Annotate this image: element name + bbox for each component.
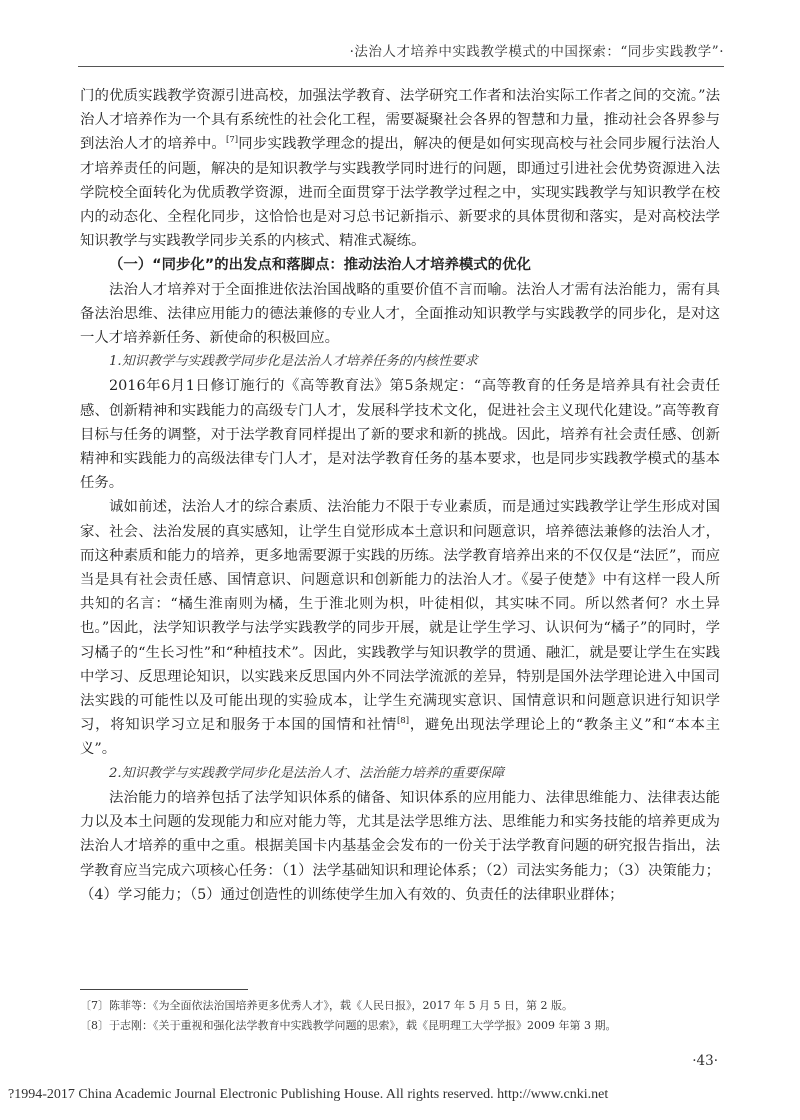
running-title: ·法治人才培养中实践教学模式的中国探索：“同步实践教学”· (349, 44, 724, 60)
footnote-ref-7: [7] (226, 135, 239, 146)
body-text (80, 84, 720, 907)
footnote-7: 〔7〕陈菲等：《为全面依法治国培养更多优秀人才》，载《人民日报》，2017 年 5 月 5 日，第 2 版。 (80, 999, 573, 1012)
copyright-line: ?1994-2017 China Academic Journal Electronic Publishing House. All rights reserved. http://www.cnki.net (8, 1087, 609, 1102)
paragraph-4-rest: ，避免出现法学理论上的“教条主义”和“本本主义”。 (80, 717, 720, 758)
paragraph-5: 法治能力的培养包括了法学知识体系的储备、知识体系的应用能力、法律思维能力、法律表达能力以及本土问题的发现能力和应对能力等，尤其是法学思维方法、思维能力和实务技能的培养更成为法治人才培养的重中之重。根据美国卡内基基金会发布的一份关于法学教育问题的研究报告指出，法学教育应当完成六项核心任务：（1）法学基础知识和理论体系；（2）司法实务能力；（3）决策能力；（4）学习能力；（5）通过创造性的训练使学生加入有效的、负责任的法律职业群体； (80, 789, 720, 903)
paragraph-1-text: 门的优质实践教学资源引进高校，加强法学教育、法学研究工作者和法治实际工作者之间的交流。”法治人才培养作为一个具有系统性的社会化工程，需要凝聚社会各界的智慧和力量，推动社会各界参与到法治人才的培养中。 (80, 88, 720, 153)
paragraph-3: 2016年6月1日修订施行的《高等教育法》第5条规定：“高等教育的任务是培养具有社会责任感、创新精神和实践能力的高级专门人才，发展科学技术文化，促进社会主义现代化建设。”高等教育目标与任务的调整，对于法学教育同样提出了新的要求和新的挑战。因此，培养有社会责任感、创新精神和实践能力的高级法律专门人才，是对法学教育任务的基本要求，也是同步实践教学模式的基本任务。 (80, 378, 720, 492)
subheading-1: 1.知识教学与实践教学同步化是法治人才培养任务的内核性要求 (109, 354, 478, 370)
paragraph-1-rest: 同步实践教学理念的提出，解决的便是如何实现高校与社会同步履行法治人才培养责任的问题，解决的是知识教学与实践教学同时进行的问题，即通过引进社会优势资源进入法学院校全面转化为优质教学资源，进而全面贯穿于法学教学过程之中，实现实践教学与知识教学在校内的动态化、全程化同步，这恰恰也是对习总书记新指示、新要求的具体贯彻和落实，是对高校法学知识教学与实践教学同步关系的内核式、精准式凝练。 (80, 136, 720, 250)
header-rule (78, 66, 724, 67)
subheading-2: 2.知识教学与实践教学同步化是法治人才、法治能力培养的重要保障 (109, 765, 505, 781)
footnotes (80, 996, 730, 1036)
paragraph-4 (80, 495, 720, 761)
paragraph-1 (80, 84, 720, 253)
footnote-ref-8: [8] (396, 716, 410, 727)
paragraph-2: 法治人才培养对于全面推进依法治国战略的重要价值不言而喻。法治人才需有法治能力，需有具备法治思维、法律应用能力的德法兼修的专业人才，全面推动知识教学与实践教学的同步化，是对这一人才培养新任务、新使命的积极回应。 (80, 281, 720, 347)
footnote-8: 〔8〕于志刚：《关于重视和强化法学教育中实践教学问题的思索》，载《昆明理工大学学报》2009 年第 3 期。 (80, 1019, 617, 1032)
paragraph-4-text: 诚如前述，法治人才的综合素质、法治能力不限于专业素质，而是通过实践教学让学生形成对国家、社会、法治发展的真实感知，让学生自觉形成本土意识和问题意识，培养德法兼修的法治人才，而这种素质和能力的培养，更多地需要源于实践的历练。法学教育培养出来的不仅仅是“法匠”，而应当是具有社会责任感、国情意识、问题意识和创新能力的法治人才。《晏子使楚》中有这样一段人所共知的名言：“橘生淮南则为橘，生于淮北则为枳，叶徒相似，其实味不同。所以然者何？水土异也。”因此，法学知识教学与法学实践教学的同步开展，就是让学生学习、认识何为“橘子”的同时，学习橘子的“生长习性”和“种植技术”。因此，实践教学与知识教学的贯通、融汇，就是要让学生在实践中学习、反思理论知识，以实践来反思国内外不同法学流派的差异，特别是国外法学理论进入中国司法实践的可能性以及可能出现的实验成本，让学生充满现实意识、国情意识和问题意识进行知识学习，将知识学习立足和服务于本国的国情和社情 (80, 499, 720, 734)
footnote-rule (80, 989, 248, 990)
page-number: ·43· (692, 1053, 718, 1069)
section-heading: （一）“同步化”的出发点和落脚点：推动法治人才培养模式的优化 (109, 257, 531, 274)
